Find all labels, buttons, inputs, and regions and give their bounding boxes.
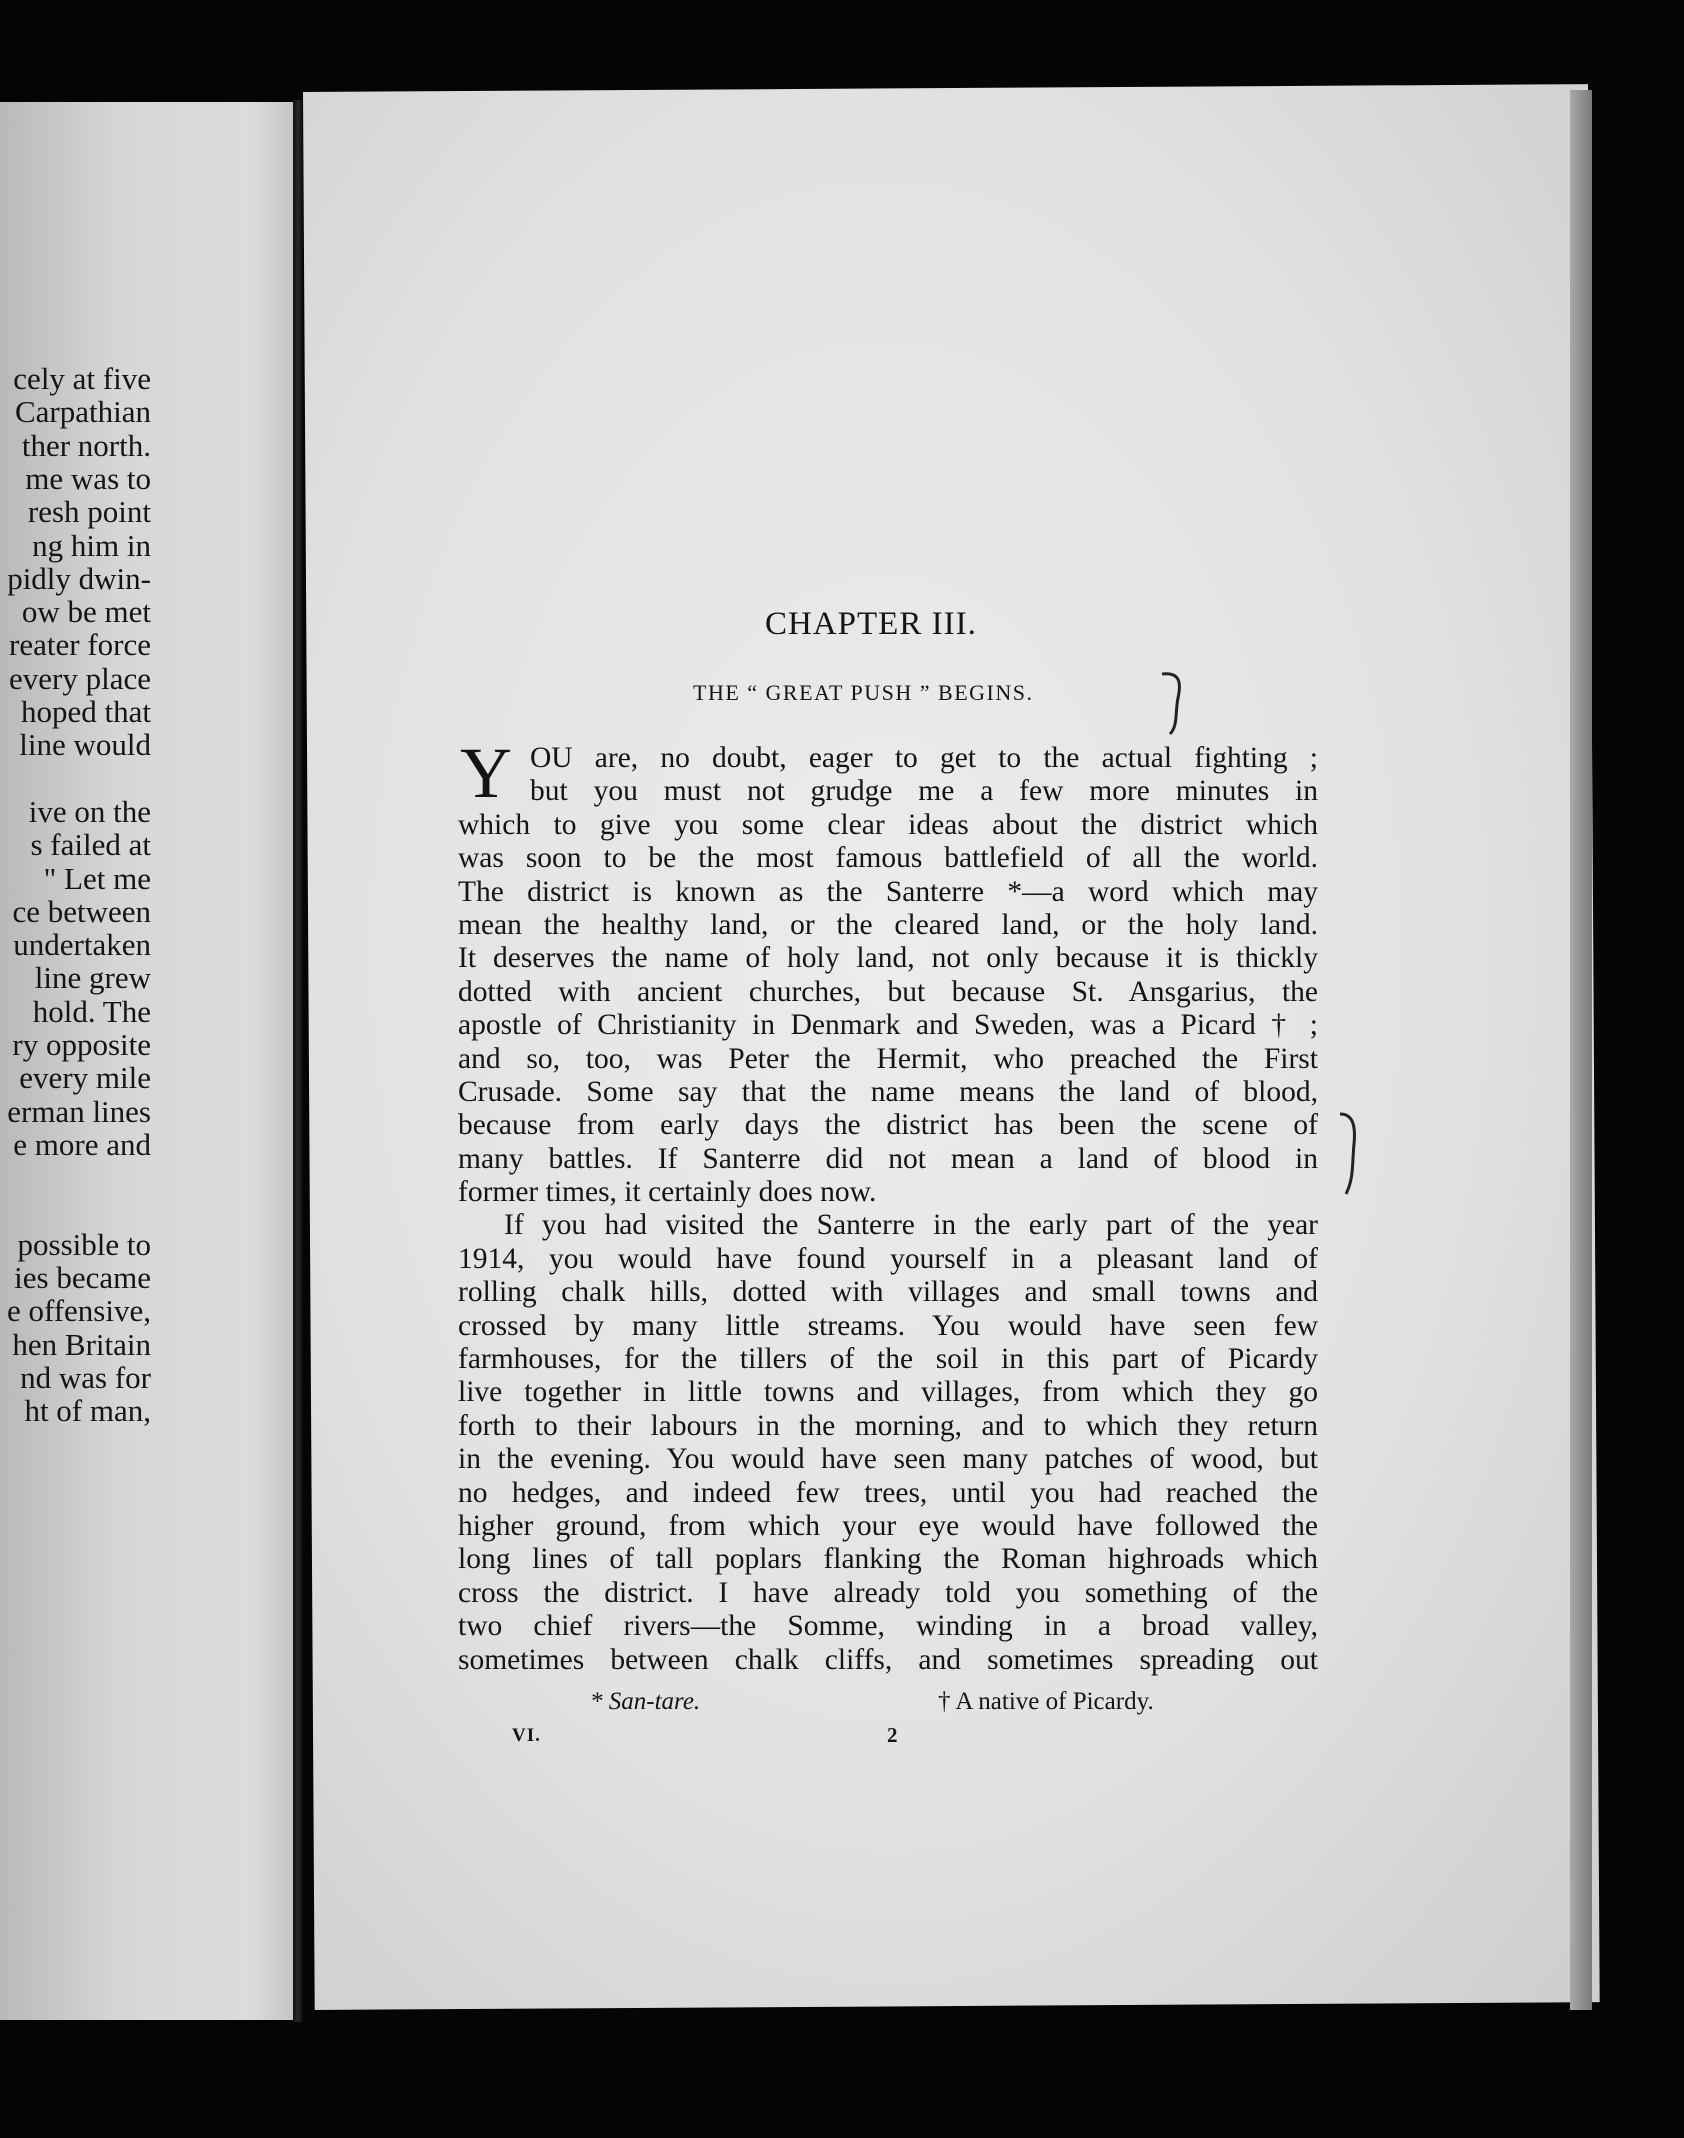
left-page-line: me was to — [25, 460, 151, 496]
pencil-bracket-mark — [1158, 668, 1198, 738]
body-line: two chief rivers—the Somme, winding in a broad valley, — [458, 1610, 1318, 1643]
chapter-subtitle: THE “ GREAT PUSH ” BEGINS. — [693, 680, 1034, 705]
body-line: in the evening. You would have seen many patches of wood, but — [458, 1443, 1318, 1476]
book-spine — [293, 100, 303, 2022]
body-line: was soon to be the most famous battlefield of all the world. — [458, 842, 1318, 875]
left-page-line: Carpathian — [14, 394, 151, 430]
left-page-line: nd was for — [20, 1360, 151, 1395]
body-line: which to give you some clear ideas about the district which — [458, 808, 1318, 841]
body-line: because from early days the district has been the scene of — [458, 1109, 1318, 1142]
signature-mark: VI. — [512, 1725, 541, 1746]
left-page-line: cely at five — [13, 361, 151, 396]
pencil-bracket-mark — [1336, 1108, 1376, 1198]
left-page-line: hen Britain — [12, 1326, 151, 1362]
left-page — [0, 102, 295, 2020]
body-text — [458, 733, 1318, 1677]
body-line: Crusade. Some say that the name means the land of blood, — [458, 1075, 1318, 1108]
body-line: forth to their labours in the morning, and to which they return — [458, 1409, 1318, 1442]
body-line: crossed by many little streams. You would have seen few — [458, 1309, 1318, 1342]
left-page-line: every mile — [19, 1060, 151, 1096]
chapter-title: CHAPTER III. — [765, 606, 977, 642]
left-page-line: every place — [9, 660, 151, 696]
left-page-line: reater force — [9, 627, 151, 663]
left-page-line: pidly dwin- — [7, 560, 151, 596]
left-page-line: erman lines — [7, 1093, 151, 1129]
left-page-line: line grew — [34, 960, 151, 996]
body-line: apostle of Christianity in Denmark and Sweden, was a Picard † ; — [458, 1009, 1318, 1042]
body-line: live together in little towns and villages, from which they go — [458, 1376, 1318, 1409]
footnote-dagger: † A native of Picardy. — [938, 1688, 1154, 1715]
body-line: rolling chalk hills, dotted with villages and small towns and — [458, 1276, 1318, 1309]
left-page-line: line would — [19, 727, 151, 763]
body-line: OU are, no doubt, eager to get to the actual fighting ; — [530, 742, 1318, 774]
body-line: but you must not grudge me a few more minutes in — [530, 775, 1318, 808]
left-page-line: " Let me — [43, 860, 151, 896]
left-page-line: ng him in — [32, 527, 151, 563]
left-page-line: ht of man, — [24, 1393, 151, 1429]
body-line: long lines of tall poplars flanking the Roman highroads which — [458, 1543, 1318, 1576]
left-page-line: s failed at — [30, 827, 151, 863]
left-page-line: ce between — [12, 893, 151, 929]
left-page-line: e offensive, — [6, 1293, 151, 1329]
page-edge — [1570, 90, 1592, 2010]
body-line: farmhouses, for the tillers of the soil in this part of Picardy — [458, 1343, 1318, 1376]
body-line: It deserves the name of holy land, not only because it is thickly — [458, 942, 1318, 975]
left-page-line: possible to — [17, 1226, 151, 1262]
drop-cap: Y — [460, 733, 512, 813]
body-line: and so, too, was Peter the Hermit, who preached the First — [458, 1042, 1318, 1075]
left-page-line: ry opposite — [12, 1027, 151, 1062]
body-line: no hedges, and indeed few trees, until you had reached the — [458, 1476, 1318, 1509]
left-page-line: hold. The — [32, 993, 151, 1029]
body-line: dotted with ancient churches, but because St. Ansgarius, the — [458, 975, 1318, 1008]
footnote-star: * San-tare. — [590, 1688, 701, 1715]
page-number: 2 — [887, 1723, 898, 1747]
body-line: many battles. If Santerre did not mean a land of blood in — [458, 1142, 1318, 1175]
body-line: The district is known as the Santerre *—a word which may — [458, 875, 1318, 908]
body-line: cross the district. I have already told you something of the — [458, 1576, 1318, 1609]
body-line: mean the healthy land, or the cleared land, or the holy land. — [458, 908, 1318, 941]
body-line: 1914, you would have found yourself in a pleasant land of — [458, 1242, 1318, 1275]
left-page-line: ther north. — [21, 427, 151, 463]
left-page-line: undertaken — [13, 927, 151, 963]
body-line: If you had visited the Santerre in the early part of the year — [504, 1209, 1318, 1242]
left-page-line: e more and — [13, 1126, 151, 1162]
left-page-line: ow be met — [21, 594, 151, 630]
left-page-line: ive on the — [28, 793, 151, 829]
left-page-line: resh point — [27, 494, 151, 530]
body-line: higher ground, from which your eye would have followed the — [458, 1509, 1318, 1542]
left-page-line: hoped that — [21, 694, 151, 729]
body-line: sometimes between chalk cliffs, and sometimes spreading out — [458, 1643, 1318, 1676]
left-page-line: ies became — [14, 1260, 151, 1296]
body-line: former times, it certainly does now. — [458, 1176, 877, 1209]
